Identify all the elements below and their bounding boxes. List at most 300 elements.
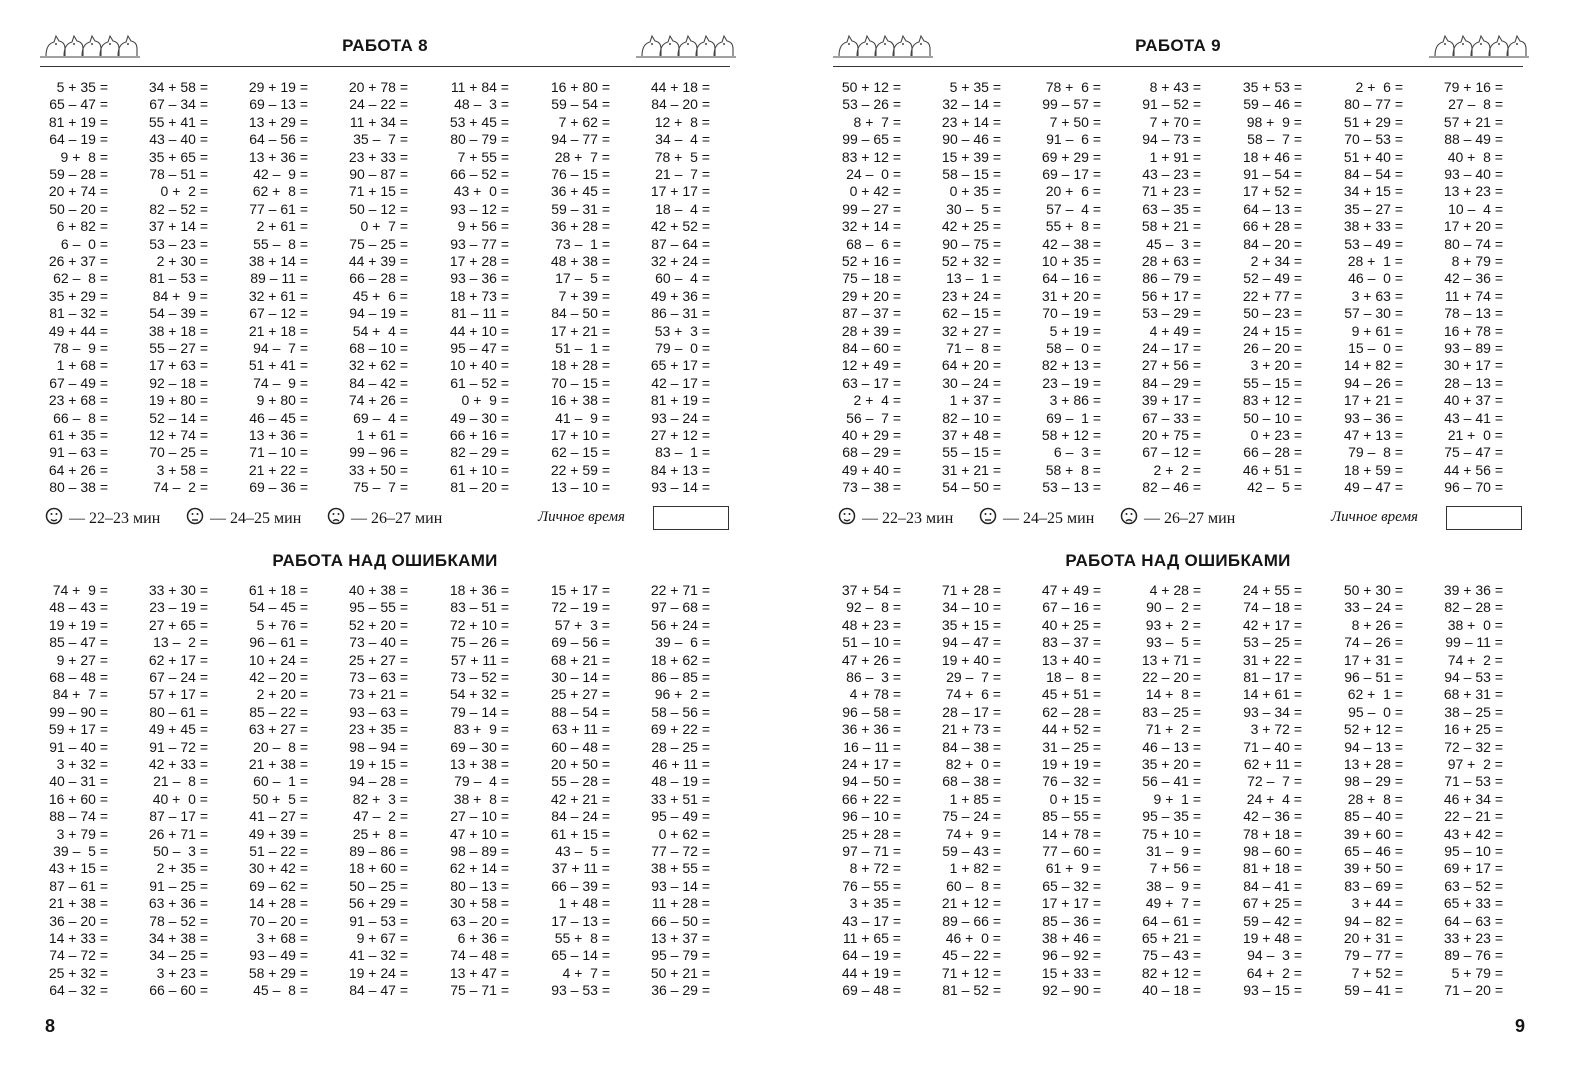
math-exercise: 21 + 73 = bbox=[941, 721, 1001, 738]
math-exercise: 66 – 52 = bbox=[450, 166, 509, 182]
math-exercise: 6 + 36 = bbox=[457, 930, 509, 946]
math-exercise: 42 + 17 = bbox=[1242, 616, 1302, 633]
math-exercise: 60 – 48 = bbox=[551, 738, 610, 755]
math-exercise: 93 + 2 = bbox=[1145, 616, 1201, 633]
math-exercise: 53 + 45 = bbox=[449, 113, 509, 130]
math-exercise: 77 – 61 = bbox=[249, 200, 308, 217]
math-exercise: 53 – 25 = bbox=[1243, 634, 1302, 651]
math-exercise: 39 + 50 = bbox=[1343, 860, 1403, 877]
math-exercise: 30 + 42 = bbox=[248, 860, 308, 877]
math-exercise: 10 + 40 = bbox=[449, 357, 509, 374]
math-exercise: 64 – 56 = bbox=[249, 131, 308, 148]
math-exercise: 13 + 40 = bbox=[1041, 651, 1101, 668]
math-exercise: 88 – 54 = bbox=[551, 703, 610, 720]
math-exercise: 90 – 2 = bbox=[1146, 599, 1201, 616]
own-time-input[interactable] bbox=[1446, 506, 1522, 530]
legend-happy bbox=[45, 507, 160, 530]
math-exercise: 79 – 8 = bbox=[1348, 444, 1403, 461]
math-exercise: 94 – 28 = bbox=[349, 773, 408, 790]
math-exercise: 94 – 3 = bbox=[1247, 947, 1302, 964]
math-exercise: 32 + 61 = bbox=[248, 287, 308, 304]
math-exercise: 76 – 32 = bbox=[1042, 773, 1101, 790]
math-exercise: 67 + 25 = bbox=[1242, 895, 1302, 912]
math-exercise: 20 – 8 = bbox=[253, 738, 308, 755]
math-exercise: 66 – 8 = bbox=[53, 409, 108, 426]
math-exercise: 71 – 8 = bbox=[946, 340, 1001, 356]
math-exercise: 35 + 15 = bbox=[941, 616, 1001, 633]
math-exercise: 75 – 43 = bbox=[1142, 947, 1201, 964]
math-exercise: 99 – 11 = bbox=[1445, 634, 1503, 651]
math-exercise: 4 + 78 = bbox=[849, 686, 901, 703]
math-exercise: 73 – 1 = bbox=[555, 235, 610, 252]
math-exercise: 30 – 24 = bbox=[942, 374, 1001, 391]
math-exercise: 1 + 68 = bbox=[56, 357, 108, 374]
math-exercise: 33 + 23 = bbox=[1443, 930, 1503, 946]
math-exercise: 74 + 9 = bbox=[52, 582, 108, 598]
math-exercise: 69 – 4 = bbox=[353, 409, 408, 426]
math-exercise: 15 – 0 = bbox=[1348, 340, 1403, 356]
math-exercise: 31 + 21 = bbox=[941, 461, 1001, 478]
math-exercise: 35 – 7 = bbox=[353, 131, 408, 148]
math-exercise: 47 – 2 = bbox=[353, 808, 408, 825]
math-exercise: 83 – 37 = bbox=[1042, 634, 1101, 651]
math-exercise: 96 – 61 = bbox=[249, 634, 308, 651]
math-exercise: 74 – 48 = bbox=[450, 947, 509, 964]
math-exercise: 21 – 7 = bbox=[655, 166, 710, 182]
math-exercise: 22 – 21 = bbox=[1444, 808, 1503, 825]
math-exercise: 51 – 22 = bbox=[249, 843, 308, 859]
math-exercise: 74 – 2 = bbox=[153, 479, 208, 496]
math-exercise: 74 – 26 = bbox=[1344, 634, 1403, 651]
math-exercise: 71 + 23 = bbox=[1141, 183, 1201, 200]
math-exercise: 69 – 30 = bbox=[450, 738, 509, 755]
worksheet-title: РАБОТА 9 bbox=[1135, 36, 1221, 55]
math-exercise: 63 + 27 = bbox=[248, 721, 308, 738]
math-exercise: 70 – 20 = bbox=[249, 912, 308, 929]
math-exercise: 10 + 35 = bbox=[1041, 253, 1101, 269]
math-exercise: 44 + 39 = bbox=[348, 253, 408, 269]
math-exercise: 46 + 51 = bbox=[1242, 461, 1302, 478]
math-exercise: 83 – 1 = bbox=[655, 444, 710, 461]
math-exercise: 93 – 40 = bbox=[1444, 166, 1503, 182]
math-exercise: 33 + 30 = bbox=[148, 582, 208, 598]
math-exercise: 69 – 13 = bbox=[249, 96, 308, 113]
math-exercise: 67 – 49 = bbox=[49, 374, 108, 391]
math-exercise: 84 – 29 = bbox=[1142, 374, 1201, 391]
math-exercise: 42 + 21 = bbox=[550, 790, 610, 807]
math-exercise: 13 + 37 = bbox=[650, 930, 710, 946]
math-exercise: 26 + 71 = bbox=[148, 825, 208, 842]
math-exercise: 48 – 19 = bbox=[651, 773, 710, 790]
legend-time-label: — 22–23 мин bbox=[69, 509, 161, 527]
math-exercise: 17 + 31 = bbox=[1343, 651, 1403, 668]
math-exercise: 42 – 38 = bbox=[1042, 235, 1101, 252]
math-exercise: 33 + 50 = bbox=[348, 461, 408, 478]
math-exercise: 17 + 17 = bbox=[1041, 895, 1101, 912]
math-exercise: 18 + 60 = bbox=[348, 860, 408, 877]
math-exercise: 48 + 23 = bbox=[841, 616, 901, 633]
math-exercise: 78 – 9 = bbox=[53, 340, 108, 356]
math-exercise: 35 + 29 = bbox=[48, 287, 108, 304]
math-exercise: 78 – 52 = bbox=[149, 912, 208, 929]
math-exercise: 41 – 9 = bbox=[555, 409, 610, 426]
math-exercise: 85 – 55 = bbox=[1042, 808, 1101, 825]
math-exercise: 57 + 17 = bbox=[148, 686, 208, 703]
math-exercise: 96 – 51 = bbox=[1344, 669, 1403, 685]
math-exercise: 38 + 33 = bbox=[1343, 218, 1403, 235]
math-exercise: 41 – 32 = bbox=[349, 947, 408, 964]
math-exercise: 1 + 48 = bbox=[558, 895, 610, 912]
math-exercise: 13 + 23 = bbox=[1443, 183, 1503, 200]
math-exercise: 59 – 42 = bbox=[1243, 912, 1302, 929]
math-exercise: 18 – 4 = bbox=[655, 200, 710, 217]
math-exercise: 52 + 16 = bbox=[841, 253, 901, 269]
math-exercise: 51 – 10 = bbox=[842, 634, 901, 651]
math-exercise: 65 – 32 = bbox=[1042, 877, 1101, 894]
math-exercise: 94 – 73 = bbox=[1142, 131, 1201, 148]
math-exercise: 35 – 27 = bbox=[1344, 200, 1403, 217]
math-exercise: 20 + 31 = bbox=[1343, 930, 1403, 946]
math-exercise: 62 – 15 = bbox=[551, 444, 610, 461]
math-exercise: 34 + 38 = bbox=[148, 930, 208, 946]
header-divider bbox=[833, 66, 1523, 67]
math-exercise: 17 + 52 = bbox=[1242, 183, 1302, 200]
math-exercise: 96 – 10 = bbox=[842, 808, 901, 825]
math-exercise: 11 + 74 = bbox=[1444, 287, 1503, 304]
math-exercise: 15 + 39 = bbox=[941, 148, 1001, 165]
math-exercise: 86 – 79 = bbox=[1142, 270, 1201, 287]
math-exercise: 85 – 22 = bbox=[249, 703, 308, 720]
math-exercise: 42 + 33 = bbox=[148, 756, 208, 772]
math-exercise: 61 + 35 = bbox=[48, 427, 108, 443]
math-exercise: 44 + 10 = bbox=[449, 322, 509, 339]
own-time-label: Личное время bbox=[538, 509, 626, 525]
math-exercise: 68 – 29 = bbox=[842, 444, 901, 461]
own-time-input[interactable] bbox=[653, 506, 729, 530]
math-exercise: 38 + 0 = bbox=[1447, 616, 1503, 633]
math-exercise: 69 – 36 = bbox=[249, 479, 308, 496]
math-exercise: 84 – 20 = bbox=[1243, 235, 1302, 252]
math-exercise: 92 – 18 = bbox=[149, 374, 208, 391]
math-exercise: 49 – 47 = bbox=[1344, 479, 1403, 496]
math-exercise: 13 + 36 = bbox=[248, 427, 308, 443]
math-exercise: 65 + 17 = bbox=[650, 357, 710, 374]
math-exercise: 43 + 15 = bbox=[48, 860, 108, 877]
math-exercise: 28 + 8 = bbox=[1347, 790, 1403, 807]
math-exercise: 82 + 0 = bbox=[945, 756, 1001, 772]
math-exercise: 36 + 36 = bbox=[841, 721, 901, 738]
math-exercise: 98 – 94 = bbox=[349, 738, 408, 755]
math-exercise: 24 – 0 = bbox=[846, 166, 901, 182]
math-exercise: 32 + 62 = bbox=[348, 357, 408, 374]
math-exercise: 78 – 13 = bbox=[1444, 305, 1503, 322]
math-exercise: 23 + 35 = bbox=[348, 721, 408, 738]
math-exercise: 89 – 11 = bbox=[250, 270, 308, 287]
math-exercise: 35 + 65 = bbox=[148, 148, 208, 165]
math-exercise: 23 + 33 = bbox=[348, 148, 408, 165]
math-exercise: 97 – 68 = bbox=[651, 599, 710, 616]
math-exercise: 79 + 16 = bbox=[1443, 79, 1503, 95]
math-exercise: 66 – 60 = bbox=[149, 982, 208, 999]
math-exercise: 2 + 20 = bbox=[256, 686, 308, 703]
math-exercise: 96 – 58 = bbox=[842, 703, 901, 720]
math-exercise: 82 – 52 = bbox=[149, 200, 208, 217]
math-exercise: 84 + 9 = bbox=[152, 287, 208, 304]
math-exercise: 34 + 15 = bbox=[1343, 183, 1403, 200]
math-exercise: 74 + 26 = bbox=[348, 392, 408, 409]
math-exercise: 32 + 24 = bbox=[650, 253, 710, 269]
math-exercise: 9 + 80 = bbox=[256, 392, 308, 409]
math-exercise: 9 + 1 = bbox=[1153, 790, 1201, 807]
math-exercise: 23 + 14 = bbox=[941, 113, 1001, 130]
math-exercise: 58 + 29 = bbox=[248, 964, 308, 981]
math-exercise: 3 + 63 = bbox=[1351, 287, 1403, 304]
math-exercise: 77 – 72 = bbox=[651, 843, 710, 859]
math-exercise: 84 – 20 = bbox=[651, 96, 710, 113]
math-exercise: 19 + 48 = bbox=[1242, 930, 1302, 946]
math-exercise: 20 + 6 = bbox=[1045, 183, 1101, 200]
math-exercise: 20 + 74 = bbox=[48, 183, 108, 200]
math-exercise: 17 + 28 = bbox=[449, 253, 509, 269]
math-exercise: 42 – 9 = bbox=[253, 166, 308, 182]
error-work-title: РАБОТА НАД ОШИБКАМИ bbox=[272, 551, 498, 570]
math-exercise: 64 – 19 = bbox=[49, 131, 108, 148]
math-exercise: 56 + 24 = bbox=[650, 616, 710, 633]
math-exercise: 5 + 35 = bbox=[56, 79, 108, 95]
math-exercise: 40 + 0 = bbox=[152, 790, 208, 807]
math-exercise: 82 – 28 = bbox=[1444, 599, 1503, 616]
math-exercise: 84 – 54 = bbox=[1344, 166, 1403, 182]
math-exercise: 2 + 4 = bbox=[853, 392, 901, 409]
math-exercise: 62 + 14 = bbox=[449, 860, 509, 877]
math-exercise: 72 – 19 = bbox=[551, 599, 610, 616]
math-exercise: 80 – 77 = bbox=[1344, 96, 1403, 113]
math-exercise: 53 – 29 = bbox=[1142, 305, 1201, 322]
math-exercise: 90 – 87 = bbox=[349, 166, 408, 182]
math-exercise: 68 – 48 = bbox=[49, 669, 108, 685]
math-exercise: 14 + 78 = bbox=[1041, 825, 1101, 842]
math-exercise: 99 – 65 = bbox=[842, 131, 901, 148]
legend-time-label: — 24–25 мин bbox=[1003, 509, 1095, 527]
math-exercise: 44 + 52 = bbox=[1041, 721, 1101, 738]
math-exercise: 84 – 47 = bbox=[349, 982, 408, 999]
math-exercise: 50 – 3 = bbox=[153, 843, 208, 859]
math-exercise: 31 – 25 = bbox=[1042, 738, 1101, 755]
math-exercise: 83 + 12 = bbox=[1242, 392, 1302, 409]
math-exercise: 19 + 19 = bbox=[1041, 756, 1101, 772]
math-exercise: 43 + 0 = bbox=[453, 183, 509, 200]
math-exercise: 81 + 19 = bbox=[650, 392, 710, 409]
math-exercise: 22 + 77 = bbox=[1242, 287, 1302, 304]
math-exercise: 47 + 26 = bbox=[841, 651, 901, 668]
legend-neutral bbox=[979, 507, 1094, 530]
math-exercise: 1 + 37 = bbox=[949, 392, 1001, 409]
math-exercise: 16 + 38 = bbox=[550, 392, 610, 409]
math-exercise: 58 + 8 = bbox=[1045, 461, 1101, 478]
math-exercise: 95 – 47 = bbox=[450, 340, 509, 356]
math-exercise: 69 + 17 = bbox=[1443, 860, 1503, 877]
math-exercise: 96 – 70 = bbox=[1444, 479, 1503, 496]
math-exercise: 69 + 22 = bbox=[650, 721, 710, 738]
math-exercise: 40 + 29 = bbox=[841, 427, 901, 443]
math-exercise: 0 + 23 = bbox=[1250, 427, 1302, 443]
smiley-neutral-icon bbox=[979, 507, 997, 530]
math-exercise: 5 + 79 = bbox=[1451, 964, 1503, 981]
math-exercise: 53 – 49 = bbox=[1344, 235, 1403, 252]
math-exercise: 51 + 41 = bbox=[248, 357, 308, 374]
math-exercise: 73 – 52 = bbox=[450, 669, 509, 685]
math-exercise: 93 – 89 = bbox=[1444, 340, 1503, 356]
math-exercise: 19 + 40 = bbox=[941, 651, 1001, 668]
math-exercise: 56 + 29 = bbox=[348, 895, 408, 912]
math-exercise: 95 – 55 = bbox=[349, 599, 408, 616]
math-exercise: 98 – 60 = bbox=[1243, 843, 1302, 859]
math-exercise: 65 + 21 = bbox=[1141, 930, 1201, 946]
math-exercise: 83 – 69 = bbox=[1344, 877, 1403, 894]
math-exercise: 42 + 25 = bbox=[941, 218, 1001, 235]
math-exercise: 64 + 2 = bbox=[1246, 964, 1302, 981]
math-exercise: 50 + 12 = bbox=[841, 79, 901, 95]
math-exercise: 11 + 28 = bbox=[651, 895, 710, 912]
math-exercise: 13 + 38 = bbox=[449, 756, 509, 772]
math-exercise: 87 – 64 = bbox=[651, 235, 710, 252]
math-exercise: 66 + 28 = bbox=[1242, 218, 1302, 235]
math-exercise: 49 + 39 = bbox=[248, 825, 308, 842]
math-exercise: 93 – 63 = bbox=[349, 703, 408, 720]
math-exercise: 7 + 62 = bbox=[558, 113, 610, 130]
math-exercise: 45 – 22 = bbox=[942, 947, 1001, 964]
math-exercise: 62 – 15 = bbox=[942, 305, 1001, 322]
math-exercise: 94 – 47 = bbox=[942, 634, 1001, 651]
math-exercise: 81 – 32 = bbox=[49, 305, 108, 322]
math-exercise: 38 + 14 = bbox=[248, 253, 308, 269]
math-exercise: 96 – 92 = bbox=[1042, 947, 1101, 964]
math-exercise: 75 + 10 = bbox=[1141, 825, 1201, 842]
math-exercise: 39 + 36 = bbox=[1443, 582, 1503, 598]
math-exercise: 43 – 40 = bbox=[149, 131, 208, 148]
math-exercise: 8 + 79 = bbox=[1451, 253, 1503, 269]
math-exercise: 38 + 18 = bbox=[148, 322, 208, 339]
math-exercise: 76 – 55 = bbox=[842, 877, 901, 894]
math-exercise: 38 – 9 = bbox=[1146, 877, 1201, 894]
math-exercise: 24 + 15 = bbox=[1242, 322, 1302, 339]
math-exercise: 75 – 26 = bbox=[450, 634, 509, 651]
math-exercise: 30 – 14 = bbox=[551, 669, 610, 685]
math-exercise: 75 – 7 = bbox=[353, 479, 408, 496]
math-exercise: 46 + 34 = bbox=[1443, 790, 1503, 807]
math-exercise: 52 + 20 = bbox=[348, 616, 408, 633]
math-exercise: 54 + 32 = bbox=[449, 686, 509, 703]
math-exercise: 12 + 49 = bbox=[841, 357, 901, 374]
math-exercise: 46 – 13 = bbox=[1142, 738, 1201, 755]
math-exercise: 58 + 21 = bbox=[1141, 218, 1201, 235]
math-exercise: 0 + 62 = bbox=[658, 825, 710, 842]
math-exercise: 14 + 33 = bbox=[48, 930, 108, 946]
math-exercise: 17 – 13 = bbox=[551, 912, 610, 929]
math-exercise: 25 + 28 = bbox=[841, 825, 901, 842]
math-exercise: 6 + 82 = bbox=[56, 218, 108, 235]
math-exercise: 71 + 15 = bbox=[348, 183, 408, 200]
math-exercise: 44 + 19 = bbox=[841, 964, 901, 981]
math-exercise: 53 – 23 = bbox=[149, 235, 208, 252]
math-exercise: 17 + 21 = bbox=[550, 322, 610, 339]
math-exercise: 99 – 96 = bbox=[349, 444, 408, 461]
math-exercise: 23 – 19 = bbox=[1042, 374, 1101, 391]
math-exercise: 29 – 7 = bbox=[946, 669, 1001, 685]
math-exercise: 79 – 77 = bbox=[1344, 947, 1403, 964]
math-exercise: 91 – 72 = bbox=[149, 738, 208, 755]
math-exercise: 58 + 12 = bbox=[1041, 427, 1101, 443]
math-exercise: 84 – 41 = bbox=[1243, 877, 1302, 894]
math-exercise: 28 + 7 = bbox=[554, 148, 610, 165]
math-exercise: 73 + 21 = bbox=[348, 686, 408, 703]
math-exercise: 82 + 13 = bbox=[1041, 357, 1101, 374]
math-exercise: 34 – 25 = bbox=[149, 947, 208, 964]
math-exercise: 93 – 14 = bbox=[651, 877, 710, 894]
math-exercise: 55 – 27 = bbox=[149, 340, 208, 356]
math-exercise: 74 + 9 = bbox=[945, 825, 1001, 842]
math-exercise: 72 + 10 = bbox=[449, 616, 509, 633]
math-exercise: 7 + 55 = bbox=[457, 148, 509, 165]
math-exercise: 64 – 19 = bbox=[842, 947, 901, 964]
math-exercise: 70 – 25 = bbox=[149, 444, 208, 461]
math-exercise: 37 + 14 = bbox=[148, 218, 208, 235]
math-exercise: 97 + 2 = bbox=[1447, 756, 1503, 772]
math-exercise: 2 + 30 = bbox=[156, 253, 208, 269]
math-exercise: 64 – 13 = bbox=[1243, 200, 1302, 217]
math-exercise: 71 + 2 = bbox=[1145, 721, 1201, 738]
math-exercise: 57 + 21 = bbox=[1443, 113, 1503, 130]
math-exercise: 82 – 46 = bbox=[1142, 479, 1201, 496]
math-exercise: 9 + 8 = bbox=[60, 148, 108, 165]
math-exercise: 24 – 17 = bbox=[1142, 340, 1201, 356]
math-exercise: 24 + 4 = bbox=[1246, 790, 1302, 807]
math-exercise: 32 – 14 = bbox=[942, 96, 1001, 113]
math-exercise: 92 – 8 = bbox=[846, 599, 901, 616]
math-exercise: 67 – 24 = bbox=[149, 669, 208, 685]
math-exercise: 57 + 3 = bbox=[554, 616, 610, 633]
math-exercise: 58 – 7 = bbox=[1247, 131, 1302, 148]
math-exercise: 68 + 21 = bbox=[550, 651, 610, 668]
math-exercise: 82 + 3 = bbox=[352, 790, 408, 807]
math-exercise: 80 – 74 = bbox=[1444, 235, 1503, 252]
math-exercise: 75 – 25 = bbox=[349, 235, 408, 252]
math-exercise: 18 + 62 = bbox=[650, 651, 710, 668]
math-exercise: 75 – 47 = bbox=[1444, 444, 1503, 461]
math-exercise: 56 – 41 = bbox=[1142, 773, 1201, 790]
math-exercise: 81 – 52 = bbox=[942, 982, 1001, 999]
math-exercise: 61 + 18 = bbox=[248, 582, 308, 598]
math-exercise: 17 + 17 = bbox=[650, 183, 710, 200]
math-exercise: 7 + 70 = bbox=[1149, 113, 1201, 130]
math-exercise: 42 – 36 = bbox=[1444, 270, 1503, 287]
math-exercise: 64 – 61 = bbox=[1142, 912, 1201, 929]
math-exercise: 42 + 52 = bbox=[650, 218, 710, 235]
math-exercise: 49 + 7 = bbox=[1145, 895, 1201, 912]
math-exercise: 67 – 12 = bbox=[249, 305, 308, 322]
math-exercise: 50 – 23 = bbox=[1243, 305, 1302, 322]
math-exercise: 13 – 1 = bbox=[946, 270, 1001, 287]
math-exercise: 55 + 41 = bbox=[148, 113, 208, 130]
math-exercise: 10 – 4 = bbox=[1448, 200, 1503, 217]
math-exercise: 62 + 17 = bbox=[148, 651, 208, 668]
math-exercise: 42 – 17 = bbox=[651, 374, 710, 391]
math-exercise: 40 – 31 = bbox=[49, 773, 108, 790]
math-exercise: 86 – 85 = bbox=[651, 669, 710, 685]
math-exercise: 15 + 33 = bbox=[1041, 964, 1101, 981]
math-exercise: 61 – 52 = bbox=[450, 374, 509, 391]
math-exercise: 69 – 56 = bbox=[551, 634, 610, 651]
